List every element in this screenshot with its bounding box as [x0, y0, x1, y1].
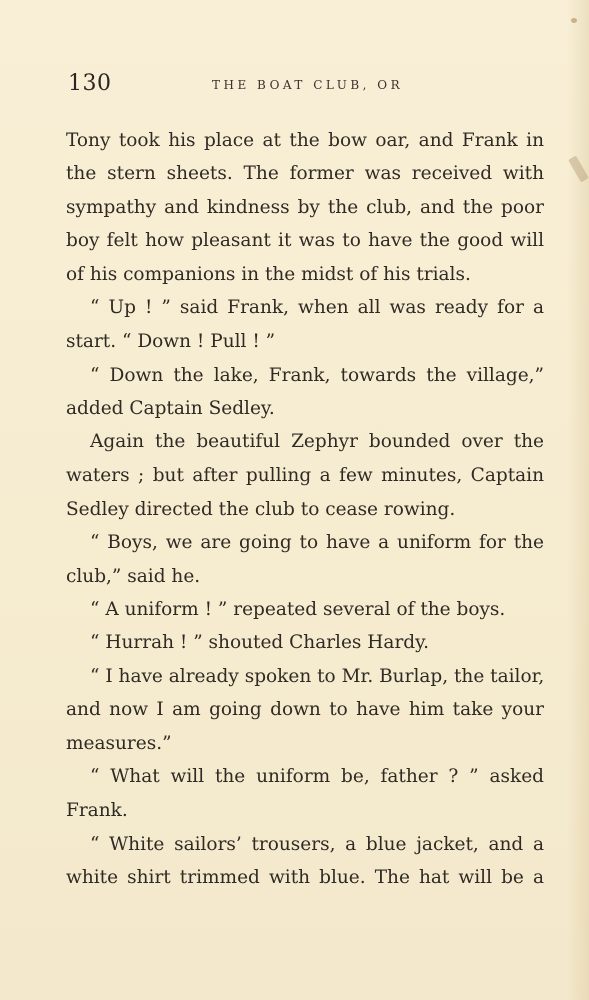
text-line: club,” said he.	[66, 566, 201, 587]
text-line: sympathy and kindness by the club, and the poor	[66, 197, 544, 218]
text-line: boy felt how pleasant it was to have the good will	[66, 230, 544, 251]
text-line: and now I am going down to have him take your	[66, 699, 544, 720]
page-edge-shade	[567, 0, 589, 1000]
text-line: “ Boys, we are going to have a uniform for the	[90, 532, 544, 553]
page-header	[68, 70, 540, 100]
text-line: “ Up ! ” said Frank, when all was ready for a	[90, 297, 544, 318]
text-line: Frank.	[66, 800, 128, 821]
text-line: “ A uniform ! ” repeated several of the boys.	[90, 599, 506, 620]
page-number: 130	[68, 71, 112, 96]
text-line: “ I have already spoken to Mr. Burlap, the tailor,	[90, 666, 545, 687]
running-title: THE BOAT CLUB, OR	[212, 78, 404, 92]
text-line: Tony took his place at the bow oar, and Frank in	[66, 130, 544, 151]
paper-spot	[571, 18, 577, 23]
text-line: waters ; but after pulling a few minutes, Captain	[66, 465, 544, 486]
text-line: “ White sailors’ trousers, a blue jacket, and a	[90, 834, 544, 855]
text-line: “ Hurrah ! ” shouted Charles Hardy.	[90, 632, 430, 653]
text-line: the stern sheets. The former was received with	[66, 163, 544, 184]
text-line: added Captain Sedley.	[66, 398, 275, 419]
text-line: white shirt trimmed with blue. The hat will be a	[66, 867, 544, 888]
text-line: start. “ Down ! Pull ! ”	[66, 331, 276, 352]
text-line: measures.”	[66, 733, 172, 754]
text-line: “ What will the uniform be, father ? ” asked	[90, 766, 544, 787]
text-line: Sedley directed the club to cease rowing.	[66, 499, 456, 520]
text-line: Again the beautiful Zephyr bounded over the	[90, 431, 544, 452]
text-line: of his companions in the midst of his trials.	[66, 264, 471, 285]
text-line: “ Down the lake, Frank, towards the village,”	[90, 365, 544, 386]
